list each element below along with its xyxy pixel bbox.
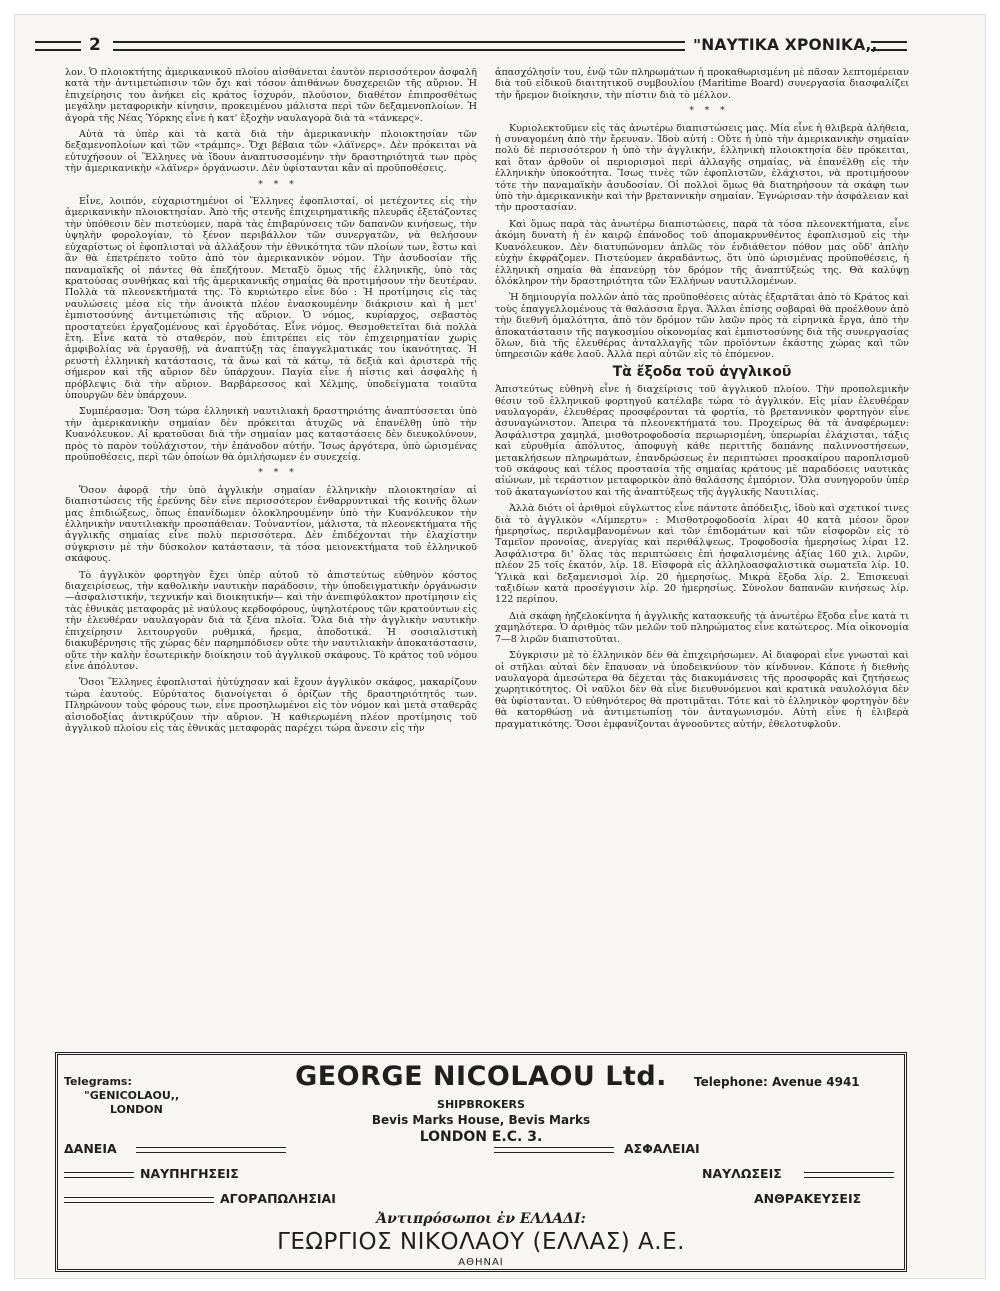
page-number: 2 [89,35,101,55]
article-paragraph: Ἀπιστεύτως εὐθηνὴ εἶνε ἡ διαχείρισις τοῦ ἀγγλικοῦ πλοίου. Τὴν προπολεμικὴν θέσιν τοῦ ἑλληνικοῦ φορτηγοῦ κατέλαβε τώρα τὸ ἀγγλικόν. Εἰς μίαν ἐλευθέραν ναυλαγοράν, ἐλευθέρας προσφέρονται τὰ φορτία, τὸ βρεταννικὸν φορτηγὸν εἶνε ἀσυναγώνιστον. Ἄπειρα τὰ πλεονεκτήματά του. Προχείρως θὰ τὰ ἀναφέρωμεν: Ἀσφάλιστρα χαμηλά, μισθοτροφοδοσία περιωρισμένη, ὑπερωρίαι ἐλάχισται, τάξις καὶ εὐρυθμία ἀπόλυτος, ἀποφυγὴ κάθε περιττῆς δαπάνης παλιννοστήσεων, μετακλήσεων πληρωμάτων, ἐπανδρώσεως ἐν περιπτώσει προσκαίρου παροπλισμοῦ τοῦ σκάφους καὶ τέλος προστασία τῆς σημαίας κράτους μὲ παραδόσεις ναυτικὰς αἰώνων, μὲ τεράστιον μεταφορικὸν ἀπὸ θαλάσσης ἐμπόριον. Ὅλα συνηγοροῦν ὑπὲρ τοῦ ἀκαταγωνίστου καὶ τῆς ἀναπτύξεως τῆς ἀγγλικῆς Ναυτιλίας. [495,384,909,498]
service-chartering: ΝΑΥΛΩΣΕΙΣ [702,1166,782,1181]
page-header [35,35,905,59]
journal-title: "ΝΑΥΤΙΚΑ ΧΡΟΝΙΚΑ,, [693,36,878,54]
service-bunkering: ΑΝΘΡΑΚΕΥΣΕΙΣ [754,1191,862,1206]
greek-firm-name: ΓΕΩΡΓΙΟΣ ΝΙΚΟΛΑΟΥ (ΕΛΛΑΣ) Α.Ε. [277,1229,685,1255]
business-type: SHIPBROKERS [437,1098,525,1111]
representatives-label: Ἀντιπρόσωποι ἐν ΕΛΛΑΔΙ: [376,1211,586,1227]
article-paragraph: Ἀλλὰ διότι οἱ ἀριθμοὶ εὐγλωττος εἶνε πάντοτε ἀπόδειξις, ἰδοὺ καὶ σχετικοί τινες διὰ τὸ ἀγγλικὸν «Λίμπερτυ» : Μισθοτροφοδοσία λίραι 40 κατὰ μέσον ὅρον ἡμερησίως, περιλαμβανομένων καὶ τῶν ἐπιδομάτων καὶ τῶν εἰσφορῶν εἰς τὸ Ταμεῖον προνοίας, ἀνεργίας καὶ περιθάλψεως. Τροφοδοσία ἡμερησίως λίραι 12. Ἀσφάλιστρα δι' ὅλας τὰς περιπτώσεις ἐπὶ ἠσφαλισμένης ἀξίας 160 χιλ. λιρῶν, πλέον 25 τοῖς ἑκατόν, λίρ. 18. Εἰσφορὰ εἰς ἀλληλοασφαλιστικὰ σωματεῖα λίρ. 10. Ὑλικὰ καὶ δεξαμενισμοὶ λίρ. 20 ἡμερησίως. Μικρὰ ἔξοδα λίρ. 2. Ἐπισκευαὶ ταξιδίων κατὰ προσέγγισιν λίρ. 20 ἡμερησίως. Σύνολον δαπανῶν κινήσεως λίρ. 122 περίπου. [495,503,909,606]
article-paragraph: Διὰ σκάφη ἠηζελοκίνητα ἡ ἀγγλικῆς κατασκευῆς τὰ ἀνωτέρω ἔξοδα εἶνε κατὰ τι χαμηλότερα. Ὁ ἀριθμὸς τῶν μελῶν τοῦ πληρώματος εἶνε κατώτερος. Μία οἰκονομία 7—8 λιρῶν διαπιστοῦται. [495,610,909,645]
newspaper-page [14,14,986,1279]
header-rule [871,41,907,51]
decorative-rule [64,1172,134,1178]
header-rule [35,41,81,51]
telegrams-code: "GENICOLAOU,, [84,1089,180,1102]
article-paragraph: Ὅσον ἀφορᾷ τὴν ὑπὸ ἀγγλικὴν σημαίαν ἑλληνικὴν πλοιοκτησίαν αἱ διαπιστώσεις τῆς ἐρεύνης δὲν εἶνε περισσότερον ἐνθαρρυντικαὶ τῆς κοινῆς ὅλων μας ἐπιδιώξεως, ὅπως ἐπανίδωμεν ὁλοκληρουμένην ὑπὸ τὴν Κυανόλευκον τὴν ἑλληνικὴν ναυτιλιακὴν προσπάθειαν. Τοὐναντίον, μάλιστα, τὰ πλεονεκτήματα τῆς ἀγγλικῆς σημαίας εἶνε πολὺ περισσότερα. Δὲν ἐπιδέχονται τὴν ἐλαχίστην σύγκρισιν μὲ τὴν δύσκολον κατάστασιν, τὰ τόσα μειονεκτήματα τοῦ ἑλληνικοῦ σκάφους. [65,484,477,565]
telephone: Telephone: Avenue 4941 [694,1075,860,1089]
decorative-rule [136,1147,286,1153]
firm-name: GEORGE NICOLAOU Ltd. [295,1061,667,1092]
service-shipbuilding: ΝΑΥΠΗΓΗΣΕΙΣ [140,1166,239,1181]
article-paragraph: Τὸ ἀγγλικὸν φορτηγὸν ἔχει ὑπὲρ αὐτοῦ τὸ ἀπιστεύτως εὐθηνὸν κόστος διαχειρίσεως, τὴν καθολικὴν ναυτικὴν παράδοσιν, τὴν ὑποδειγματικὴν ὀργάνωσιν —ἀσφαλιστικήν, τεχνικήν καὶ διοικητικήν— καὶ τὴν ἀνεπιφύλακτον προτίμησιν εἰς τὰς ἐθνικὰς μεταφορὰς μὲ ναύλους κερδοφόρους, ὑψηλοτέρους τῶν κρατούντων εἰς τὴν ἐλευθέραν ναυλαγορὰν διὰ τὰ ξένα πλοῖα. Ὅλα διὰ τὴν ἀγγλικὴν ναυτικὴν ἐπιχείρησιν λειτουργοῦν ρυθμικά, ἤρεμα, ἀποδοτικά. Ἡ σοσιαλιστικὴ διακυβέρνησις τῆς χώρας δὲν παρημπόδισεν οὔτε τὴν ναυτιλιακὴν ἀποκατάστασιν, οὔτε τὴν καλὴν ἐσωτερικὴν διοίκησιν τοῦ ἀγγλικοῦ σκάφους. Τὸ κράτος τοῦ νόμου εἶνε ἀπόλυτον. [65,569,477,672]
article-paragraph: Αὐτὰ τὰ ὑπὲρ καὶ τὰ κατὰ διὰ τὴν ἀμερικανικὴν πλοιοκτησίαν τῶν δεξαμενοπλοίων καὶ τῶν «τράμπς». Ὄχι βέβαια τῶν «λάϊνερς». Δὲν πρόκειται νὰ εὐτυχήσουν οἱ Ἕλληνες νὰ ἴδουν ἀναπτυσσομένην τὴν δραστηριότητά των πρὸς τὴν ἀμερικανικὴν «λάϊνερ» ὀργάνωσιν. Δὲν ὑφίστανται κἂν αἱ προϋποθέσεις. [65,129,477,175]
section-separator: * * * [689,106,729,117]
article-paragraph: Συμπέρασμα: Ὅση τώρα ἑλληνικὴ ναυτιλιακὴ δραστηριότης ἀναπτύσσεται ὑπὸ τὴν ἀμερικανικὴν σημαίαν δὲν πρόκειται ἀτυχῶς νὰ ἐπανέλθῃ ὑπὸ τὴν Κυανόλευκον. Αἱ κρατοῦσαι διὰ τὴν σημαίαν μας καταστάσεις δὲν διευκολύνουν, πρὸς τὸ παρὸν τοὐλάχιστον, τὴν ἐπάνοδον αὐτήν. Ἴσως ἀργότερα, ὑπὸ ὡρισμένας προϋποθέσεις, περὶ τῶν ὁποίων θὰ ὁμιλήσωμεν ἐν συνεχείᾳ. [65,406,477,463]
service-insurance: ΑΣΦΑΛΕΙΑΙ [624,1141,700,1156]
section-separator: * * * [258,179,298,190]
article-paragraph: Ὅσοι Ἕλληνες ἐφοπλισταὶ ἠὐτύχησαν καὶ ἔχουν ἀγγλικὸν σκάφος, μακαρίζουν τώρα ἑαυτούς. Εὐρύτατος διανοίγεται ὁ ὁρίζων τῆς δραστηριότητός των. Πληρώνουν τοὺς φόρους των, εἶνε προσηλωμένοι εἰς τὸν νόμον καὶ μετὰ σταθερᾶς αἰσιοδοξίας ἀντικρύζουν τὴν αὔριον. Ἡ καθιερωμένη πλέον προτίμησις τοῦ ἀγγλικοῦ πλοίου εἰς τὰς ἐθνικὰς μεταφορὰς παρέχει τώρα ἄνεσιν εἰς τὴν [65,677,477,734]
article-paragraph: Κυριολεκτοῦμεν εἰς τὰς ἀνωτέρω διαπιστώσεις μας. Μία εἶνε ἡ θλιβερὰ ἀλήθεια, ἡ συναγομένη ἀπὸ τὴν ἔρευναν. Ἰδοὺ αὐτή : Οὔτε ἡ ὑπὸ τὴν ἀμερικανικὴν σημαίαν πολὺ δὲ περισσότερον ἡ ὑπὸ τὴν ἀγγλικήν, ἑλληνικὴ πλοιοκτησία δὲν πρόκειται, καὶ ὅταν ἀρθοῦν οἱ περιορισμοὶ περὶ ἀλλαγῆς σημαίας, νὰ ἐπανέλθῃ εἰς τὴν ἑλληνικὴν ὑποκοότητα. Ἴσως τινὲς τῶν ἐφοπλιστῶν, ἐλάχιστοι, νὰ προτιμήσουν τότε τὴν παναμαϊκὴν ἀσυδοσίαν. Οἱ πολλοὶ ὅμως θὰ διατηρήσουν τὰ σκάφη των ὑπὸ τὴν ἀμερικανικὴν καὶ τὴν βρεταννικὴν σημαίαν. Ἐγνώρισαν τὴν ἀσφάλειαν καὶ τὴν προστασίαν. [495,122,909,214]
header-rule [113,41,685,51]
firm-address: Bevis Marks House, Bevis Marks [371,1113,591,1127]
decorative-rule [804,1172,894,1178]
service-sales-purchases: ΑΓΟΡΑΠΩΛΗΣΙΑΙ [220,1191,336,1206]
decorative-rule [494,1147,614,1153]
article-paragraph: Καὶ ὅμως παρὰ τὰς ἀνωτέρω διαπιστώσεις, παρὰ τὰ τόσα πλεονεκτήματα, εἶνε ἀκόμη δυνατὴ ἡ ἐν καιρῷ ἐπάνοδος τοῦ ἀπομακρυνθέντος ἐφοπλισμοῦ εἰς τὴν Κυανόλευκον. Δὲν διατυπώνομεν ἁπλῶς τὸν ἐνδιάθετον πόθον μας οὔδ' ἁπλὴν εὐχὴν ἐκφράζομεν. Πιστεύομεν ἀκραδάντως, ὅτι ὑπὸ ὡρισμένας προϋποθέσεις, ἡ ἑλληνικὴ σημαία θὰ ἐπανεύρῃ τὸν δρόμον τῆς ἀναπτύξεώς της. Θὰ καλύψῃ ὁλόκληρον τὴν δραστηριότητα τῶν Ἑλλήνων ναυτιλλομένων. [495,218,909,287]
telegrams-city: LONDON [110,1103,163,1116]
article-subheading: Τὰ ἔξοδα τοῦ ἀγγλικοῦ [612,363,792,380]
service-loans: ΔΑΝΕΙΑ [64,1141,117,1156]
firm-city: LONDON E.C. 3. [419,1129,543,1145]
telegrams-label: Telegrams: [64,1075,132,1088]
article-paragraph: λον. Ὁ πλοιοκτήτης ἀμερικανικοῦ πλοίου αἰσθάνεται ἑαυτὸν περισσότερον ἀσφαλῆ κατὰ τὴν ἀντιμετώπισιν τῶν ὄχι καὶ τόσον ἀπιθάνων δυσχερειῶν τῆς αὔριον. Ἡ ἐπιχείρησις του ἀνήκει εἰς κράτος ἰσχυρόν, πλούσιον, διαθέτον ἐπιπροσθέτως μεγάλην μεταφορικὴν κίνησιν, προκειμένου μάλιστα περὶ τῶν δεξαμενοπλοίων. Ἡ ἀγορὰ τῆς Νέας Ὑόρκης εἶνε ἡ κατ' ἐξοχὴν ναυλαγορὰ διὰ τὰ «τάνκερς». [65,67,477,124]
article-paragraph: ἀπασχόλησίν του, ἐνῷ τῶν πληρωμάτων ἡ προκαθωρισμένη μὲ πᾶσαν λεπτομέρειαν διὰ τοῦ εἰδικοῦ διαιτητικοῦ συμβουλίου (Maritime Board) συνεργασία διασφαλίζει τὴν ἤρεμον διοίκησιν, τὴν πίστιν διὰ τὸ μέλλον. [495,67,909,101]
article-paragraph: Ἡ δημιουργία πολλῶν ἀπὸ τὰς προϋποθέσεις αὐτὰς ἐξαρτᾶται ἀπὸ τὸ Κράτος καὶ τοὺς ἐπαγγελλομένους τὰ θαλάσσια ἔργα. Ἄλλαι ἐπίσης σοβαραὶ θὰ προέλθουν ἀπὸ τὴν διεθνῆ ὁμαλότητα, ἀπὸ τὸν δρόμον τῶν λαῶν πρὸς τὰ εἰρηνικὰ ἔργα, ἀπὸ τὴν ἀποκατάστασιν τῆς παγκοσμίου οἰκονομίας καὶ ἐμπιστοσύνης διὰ τῆς συνεργασίας ὅλων, διὰ τῆς ἐλευθέρας ἀνταλλαγῆς τῶν προϊόντων ἑκάστης χώρας καὶ τῶν ὑπηρεσιῶν κάθε λαοῦ. Ἀλλὰ περὶ αὐτῶν εἰς τὸ ἑπόμενον. [495,292,909,361]
section-separator: * * * [258,468,298,479]
article-column-left [65,67,477,1045]
greek-firm-city: ΑΘΗΝΑΙ [458,1257,504,1268]
advertisement [55,1052,907,1272]
article-paragraph: Σύγκρισιν μὲ τὸ ἑλληνικὸν δὲν θὰ ἐπιχειρήσωμεν. Αἱ διαφοραὶ εἶνε γνωσταὶ καὶ οἱ στῆλαι αὐταὶ δὲν ἔπαυσαν νὰ ὑποδεικνύουν τὸν κίνδυνον. Κάποτε ἡ διεθνὴς ναυλαγορὰ ἀμεσώτερα θὰ δέχεται τὰς διακυμάνσεις τῆς προσφορᾶς καὶ ζητήσεως χωρητικότητος. Οἱ ναῦλοι δὲν θὰ εἶνε διευθυνόμενοι καὶ κρατικὰ ναυλολόγια δὲν θὰ ὑφίστανται. Ὁ εὐθηνότερος θὰ προτιμᾶται. Τότε καὶ τὸ ἑλληνικὸν φορτηγὸν δὲν θὰ κατορθώσῃ νὰ ἀντιμετωπίσῃ τὸν ἀνταγωνισμόν. Αὐτὴ εἶνε ἡ ἐλιβερὰ πραγματικότης. Ὅσοι ἐμφανίζονται ἀγνοοῦντες αὐτήν, ἐθελοτυφλοῦν. [495,650,909,730]
decorative-rule [64,1197,214,1203]
article-paragraph: Εἶνε, λοιπόν, εὐχαριστημένοι οἱ Ἕλληνες ἐφοπλισταί, οἱ μετέχοντες εἰς τὴν ἀμερικανικὴν πλοιοκτησίαν. Ἀπὸ τῆς στενῆς ἐπιχειρηματικῆς πλευρᾶς ἐξετάζοντες τὴν ὑπόθεσιν δὲν πιστεύομεν, παρὰ τὰς ἐπιβαρύνσεις τῶν δαπανῶν κινήσεως, τὴν ὑψηλὴν φορολογίαν, τὸ ξένον περιβάλλον τῶν συνεργατῶν, νὰ θελήσουν εὐχαρίστως οἱ ἐφοπλισταὶ νὰ ἀλλάξουν τὴν ἐθνικότητα τῶν πλοίων των, ἔστω καὶ ἂν θὰ ἐπετρέπετο τοῦτο ἀπὸ τὸν ἀμερικανικὸν νόμον. Τὴν ἀσυδοσίαν τῆς παναμαϊκῆς οἱ πάντες θὰ ἐπεζήτουν. Μεταξὺ ὅμως τῆς ἑλληνικῆς, ὑπὸ τὰς κρατούσας συνθήκας καὶ τῆς ἀμερικανικῆς σημαίας θὰ προτιμήσουν τὴν δευτέραν. Πολλὰ τὰ πλεονεκτήματά της. Τὸ κυριώτερο εἶνε δύο : Ἡ προτίμησις εἰς τὰς ναυλώσεις μέσα εἰς τὴν ἀνοικτὰ πλέον ἐνασκουμένην διάκρισιν καὶ ἡ μετ' ἐμπιστοσύνης ἀντιμετώπισις τῆς αὔριον. Ὁ νόμος, κυρίαρχος, σεβαστὸς προστατεύει ἐργαζομένους καὶ ἐργοδότας. Εἶνε νόμος. Θεσμοθετεῖται διὰ πολλὰ ἔτη. Εἶνε κατὰ τὸ σταθερόν, ποὺ ἐπιτρέπει εἰς τὸν ἐπιχειρηματίαν χωρὶς ἀμφιβολίας νὰ ἐργασθῇ, νὰ ἀναπτύξῃ τὰς ἐπαγγελματικάς του ἱκανότητας. Ἡ ρευστὴ ἑλληνικὴ κατάστασις, τὰ ἄνω καὶ τὰ κάτω, τὰ δεξιὰ καὶ ἀριστερὰ τῆς σήμερον καὶ τῆς αὔριον δὲν ὑπάρχουν. Παγία εἶνε ἡ πίστις καὶ ἀσφαλὴς ἡ πρόβλεψις διὰ τὴν αὔριον. Βαρβάρεσσος καὶ Χέλμης, ὑποδείγματα τοιαῦτα ὑπουργῶν δὲν ὑπάρχουν. [65,196,477,401]
article-column-right [495,67,909,1045]
